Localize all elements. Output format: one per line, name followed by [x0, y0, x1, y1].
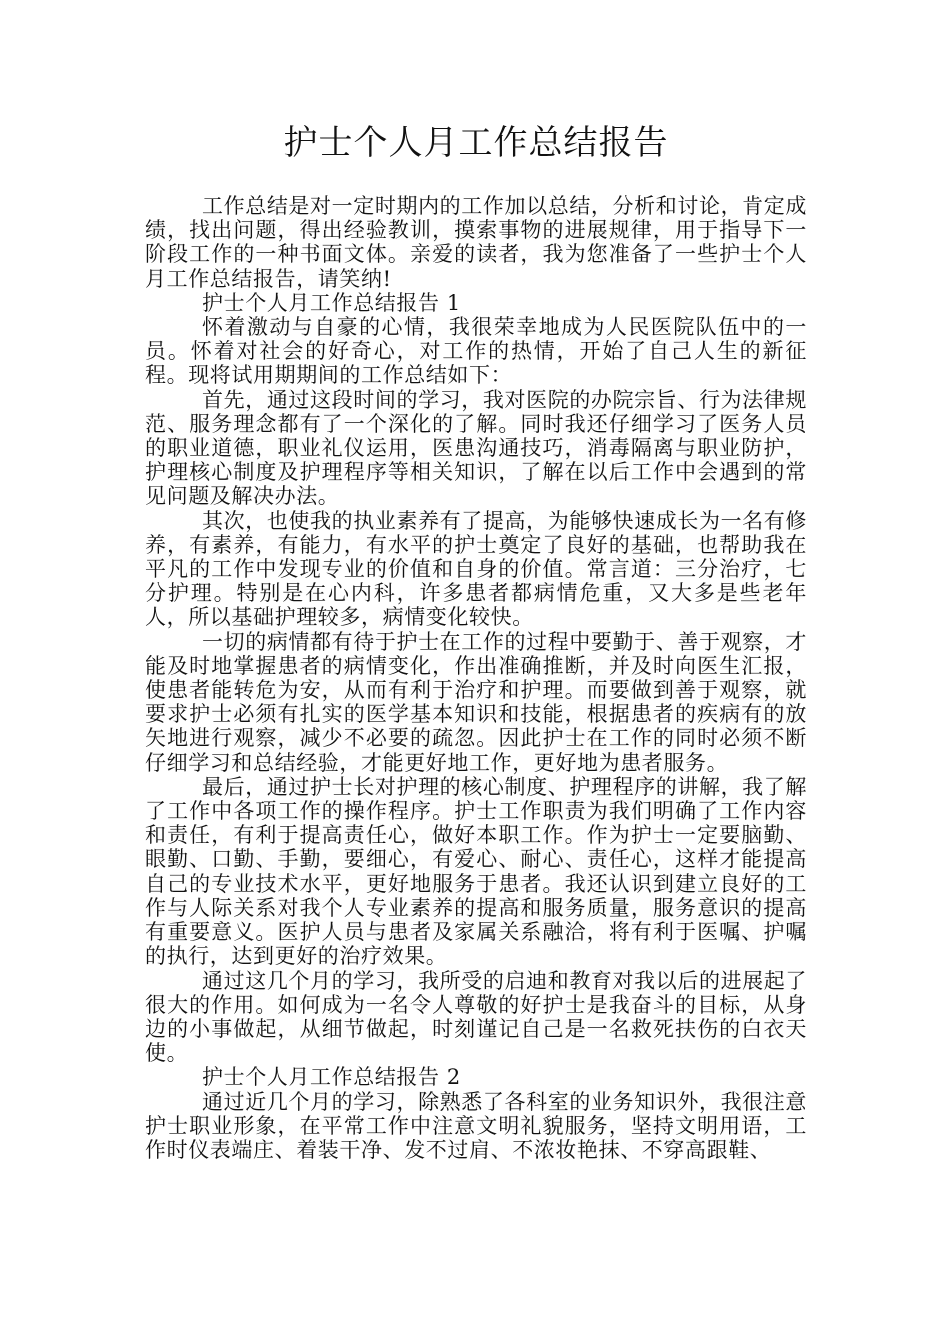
body-paragraph: 一切的病情都有待于护士在工作的过程中要勤于、善于观察，才能及时地掌握患者的病情变化，作出准确推断，并及时向医生汇报，使患者能转危为安，从而有利于治疗和护理。而要做到善于观察，就要求护士必须有扎实的医学基本知识和技能，根据患者的疾病有的放矢地进行观察，减少不必要的疏忽。因此护士在工作的同时必须不断仔细学习和总结经验，才能更好地工作，更好地为患者服务。 [145, 629, 807, 775]
document-title: 护士个人月工作总结报告 [283, 123, 669, 163]
intro-paragraph: 工作总结是对一定时期内的工作加以总结，分析和讨论，肯定成绩，找出问题，得出经验教训，摸索事物的进展规律，用于指导下一阶段工作的一种书面文体。亲爱的读者，我为您准备了一些护士个人月工作总结报告，请笑纳! [145, 194, 807, 291]
section-heading-1: 护士个人月工作总结报告 1 [202, 290, 461, 315]
body-paragraph: 通过近几个月的学习，除熟悉了各科室的业务知识外，我很注意护士职业形象，在平常工作中注意文明礼貌服务，坚持文明用语，工作时仪表端庄、着装干净、发不过肩、不浓妆艳抹、不穿高跟鞋、 [145, 1089, 807, 1162]
document-page [145, 118, 807, 1162]
body-paragraph: 首先，通过这段时间的学习，我对医院的办院宗旨、行为法律规范、服务理念都有了一个深化的了解。同时我还仔细学习了医务人员的职业道德，职业礼仪运用，医患沟通技巧，消毒隔离与职业防护，护理核心制度及护理程序等相关知识，了解在以后工作中会遇到的常见问题及解决办法。 [145, 387, 807, 509]
section-heading-2: 护士个人月工作总结报告 2 [202, 1065, 461, 1090]
body-paragraph: 其次，也使我的执业素养有了提高，为能够快速成长为一名有修养，有素养，有能力，有水平的护士奠定了良好的基础，也帮助我在平凡的工作中发现专业的价值和自身的价值。常言道：三分治疗，七分护理。特别是在心内科，许多患者都病情危重，又大多是些老年人，所以基础护理较多，病情变化较快。 [145, 508, 807, 630]
body-paragraph: 通过这几个月的学习，我所受的启迪和教育对我以后的进展起了很大的作用。如何成为一名令人尊敬的好护士是我奋斗的目标，从身边的小事做起，从细节做起，时刻谨记自己是一名救死扶伤的白衣天使。 [145, 968, 807, 1066]
body-paragraph: 怀着激动与自豪的心情，我很荣幸地成为人民医院队伍中的一员。怀着对社会的好奇心，对工作的热情，开始了自己人生的新征程。现将试用期期间的工作总结如下： [145, 315, 807, 388]
body-paragraph: 最后，通过护士长对护理的核心制度、护理程序的讲解，我了解了工作中各项工作的操作程序。护士工作职责为我们明确了工作内容和责任，有利于提高责任心，做好本职工作。作为护士一定要脑勤、眼勤、口勤、手勤，要细心，有爱心、耐心、责任心，这样才能提高自己的专业技术水平，更好地服务于患者。我还认识到建立良好的工作与人际关系对我个人专业素养的提高和服务质量，服务意识的提高有重要意义。医护人员与患者及家属关系融洽，将有利于医嘱、护嘱的执行，达到更好的治疗效果。 [145, 774, 807, 969]
